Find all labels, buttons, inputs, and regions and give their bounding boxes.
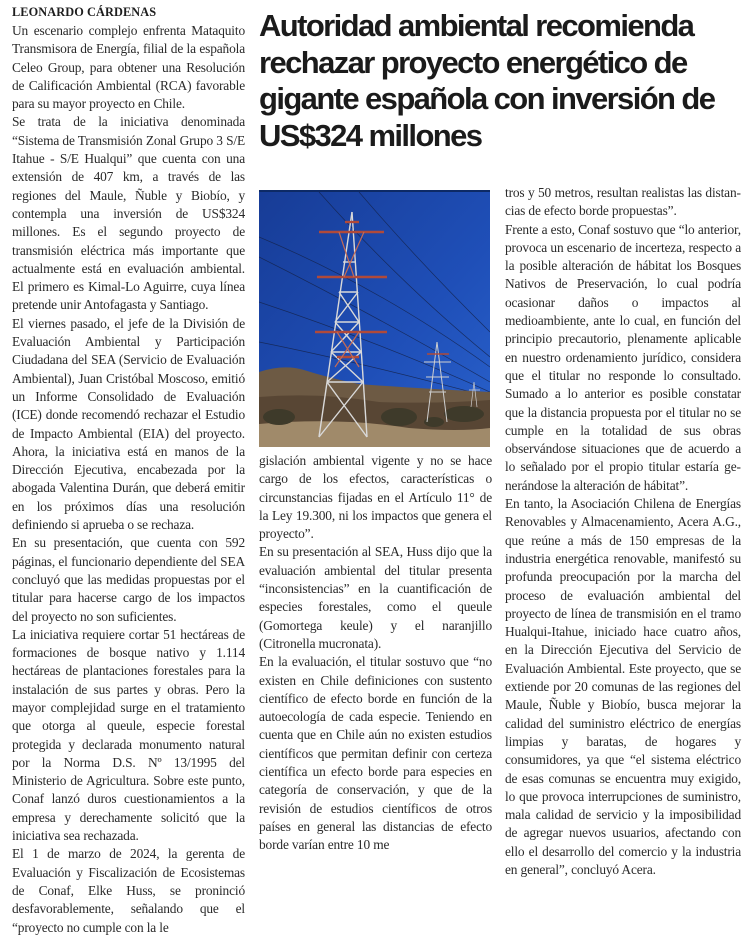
paragraph: tros y 50 metros, resultan realistas las distancias de efecto borde propuestas”.: [505, 185, 741, 219]
article-photo: [259, 190, 490, 447]
byline: LEONARDO CÁRDENAS: [12, 5, 157, 19]
paragraph: Frente a esto, Conaf sostuvo que “lo anterior, provoca un escenario de incerteza, respecto a la posible alteración de hábitat los Bosques Nativos de Preservación, lo cual podría ocasionar daños o impactos al medioambiente, ante lo cual, en función del principio precautorio, plenamente aplicable en nuestro ordenamiento jurídico, considera que el titular no responde lo consultado. Sumado a lo anterior es posible constatar que la distancia propuesta por el titular no se cumple en la totalidad de sus obras observándose situaciones que de acuerdo a lo señalado por el propio titular estaría generándose la alteración de hábitat”.: [505, 221, 741, 493]
paragraph: En tanto, la Asociación Chilena de Energías Renovables y Almacenamiento, Acera A.G., que reúne a más de 150 empresas de la industria energética renovable, manifestó su profunda preocupación por la marcha del proceso de evaluación ambiental del proyecto de línea de transmisión en el tramo Hualqui-Itahue, iniciado hace cuatro años, en la Dirección Ejecutiva del Servicio de Evaluación Ambiental. Este proyecto, que se extiende por 20 comunas de las regiones del Maule, Ñuble y Biobío, busca mejorar la calidad del suministro eléctrico de energías limpias y baratas, de hogares y consumidores, ya que “el sistema eléctrico de esas comunas se encuentra muy exigido, lo que provoca interrupciones de suministro, mala calidad de servicio y la imposibilidad de agregar nuevos usuarios, afectando con ello el desarrollo del comercio y la industria en general”, concluyó Acera.: [505, 496, 741, 877]
paragraph: Se trata de la iniciativa denominada “Sistema de Transmisión Zonal Grupo 3 S/E Itahue - S/E Hualqui” que cuenta con una extensión de 407 km, a través de las regiones del Maule, Ñuble y Biobío, y contempla una inversión de US$324 millones. Es el segundo proyecto de transmisión eléctrica más importante que actualmente está en evaluación ambiental. El primero es Kimal-Lo Aguirre, cuya línea pretende unir Antofagasta y Santiago.: [12, 114, 245, 313]
article-column-2: [259, 452, 492, 855]
paragraph: En la evaluación, el titular sostuvo que “no existen en Chile definiciones con sustento científico de efecto borde en función de la autoecología de cada especie. Teniendo en cuenta que en Chile aún no existen estudios científicos que permitan definir con certeza científica un efecto borde para especies en categoría de conservación, y que de la revisión de estudios científicos de otros países en general las distancias de efecto borde varían entre 10 me: [259, 654, 492, 853]
article-column-1: [12, 4, 245, 937]
paragraph: El 1 de marzo de 2024, la gerenta de Evaluación y Fiscalización de Ecosistemas de Conaf, Elke Huss, se proninció desfavorablemente, señalando que el “proyecto no cumple con la le: [12, 846, 245, 935]
paragraph: gislación ambiental vigente y no se hace cargo de los efectos, características o circunstancias fijadas en el Artículo 11° de la Ley 19.300, ni los impactos que genera el proyecto”.: [259, 453, 492, 542]
headline: Autoridad ambiental recomienda rechazar proyecto energético de gigante española con inversión de US$324 millones: [259, 8, 715, 153]
article-column-3: [505, 184, 741, 879]
paragraph: La iniciativa requiere cortar 51 hectáreas de formaciones de bosque nativo y 1.114 hectáreas de plantaciones forestales para la instalación de sus partes y obras. Pero la mayor complejidad surge en el tratamiento que otorga al queule, especie forestal protegida y declarada monumento natural por la Norma D.S. Nº 13/1995 del Ministerio de Agricultura. Sobre este punto, Conaf lanzó duros cuestionamientos a la empresa y derechamente solicitó que la iniciativa sea rechazada.: [12, 626, 245, 844]
paragraph: En su presentación al SEA, Huss dijo que la evaluación ambiental del titular presenta “inconsistencias” en la cuantificación de especies forestales, como el queule (Gomortega keule) y el naranjillo (Citronella mucronata).: [259, 544, 492, 651]
transmission-tower-photo-icon: [259, 192, 490, 447]
paragraph: Un escenario complejo enfrenta Mataquito Transmisora de Energía, filial de la española Celeo Group, para obtener una Resolución de Calificación Ambiental (RCA) favorable para su mayor proyecto en Chile.: [12, 23, 245, 112]
paragraph: El viernes pasado, el jefe de la División de Evaluación Ambiental y Participación Ciudadana del SEA (Servicio de Evaluación Ambiental), Juan Cristóbal Moscoso, emitió un Informe Consolidado de Evaluación (ICE) donde recomendó rechazar el Estudio de Impacto Ambiental (EIA) del proyecto. Ahora, la iniciativa está en manos de la Dirección Ejecutiva, encabezada por la abogada Valentina Durán, que deberá emitir en los próximos días una resolución definiendo si aprueba o se rechaza.: [12, 315, 245, 533]
paragraph: En su presentación, que cuenta con 592 páginas, el funcionario dependiente del SEA concluyó que las medidas propuestas por el titular para hacerse cargo de los impactos del proyecto no son suficientes.: [12, 535, 245, 624]
